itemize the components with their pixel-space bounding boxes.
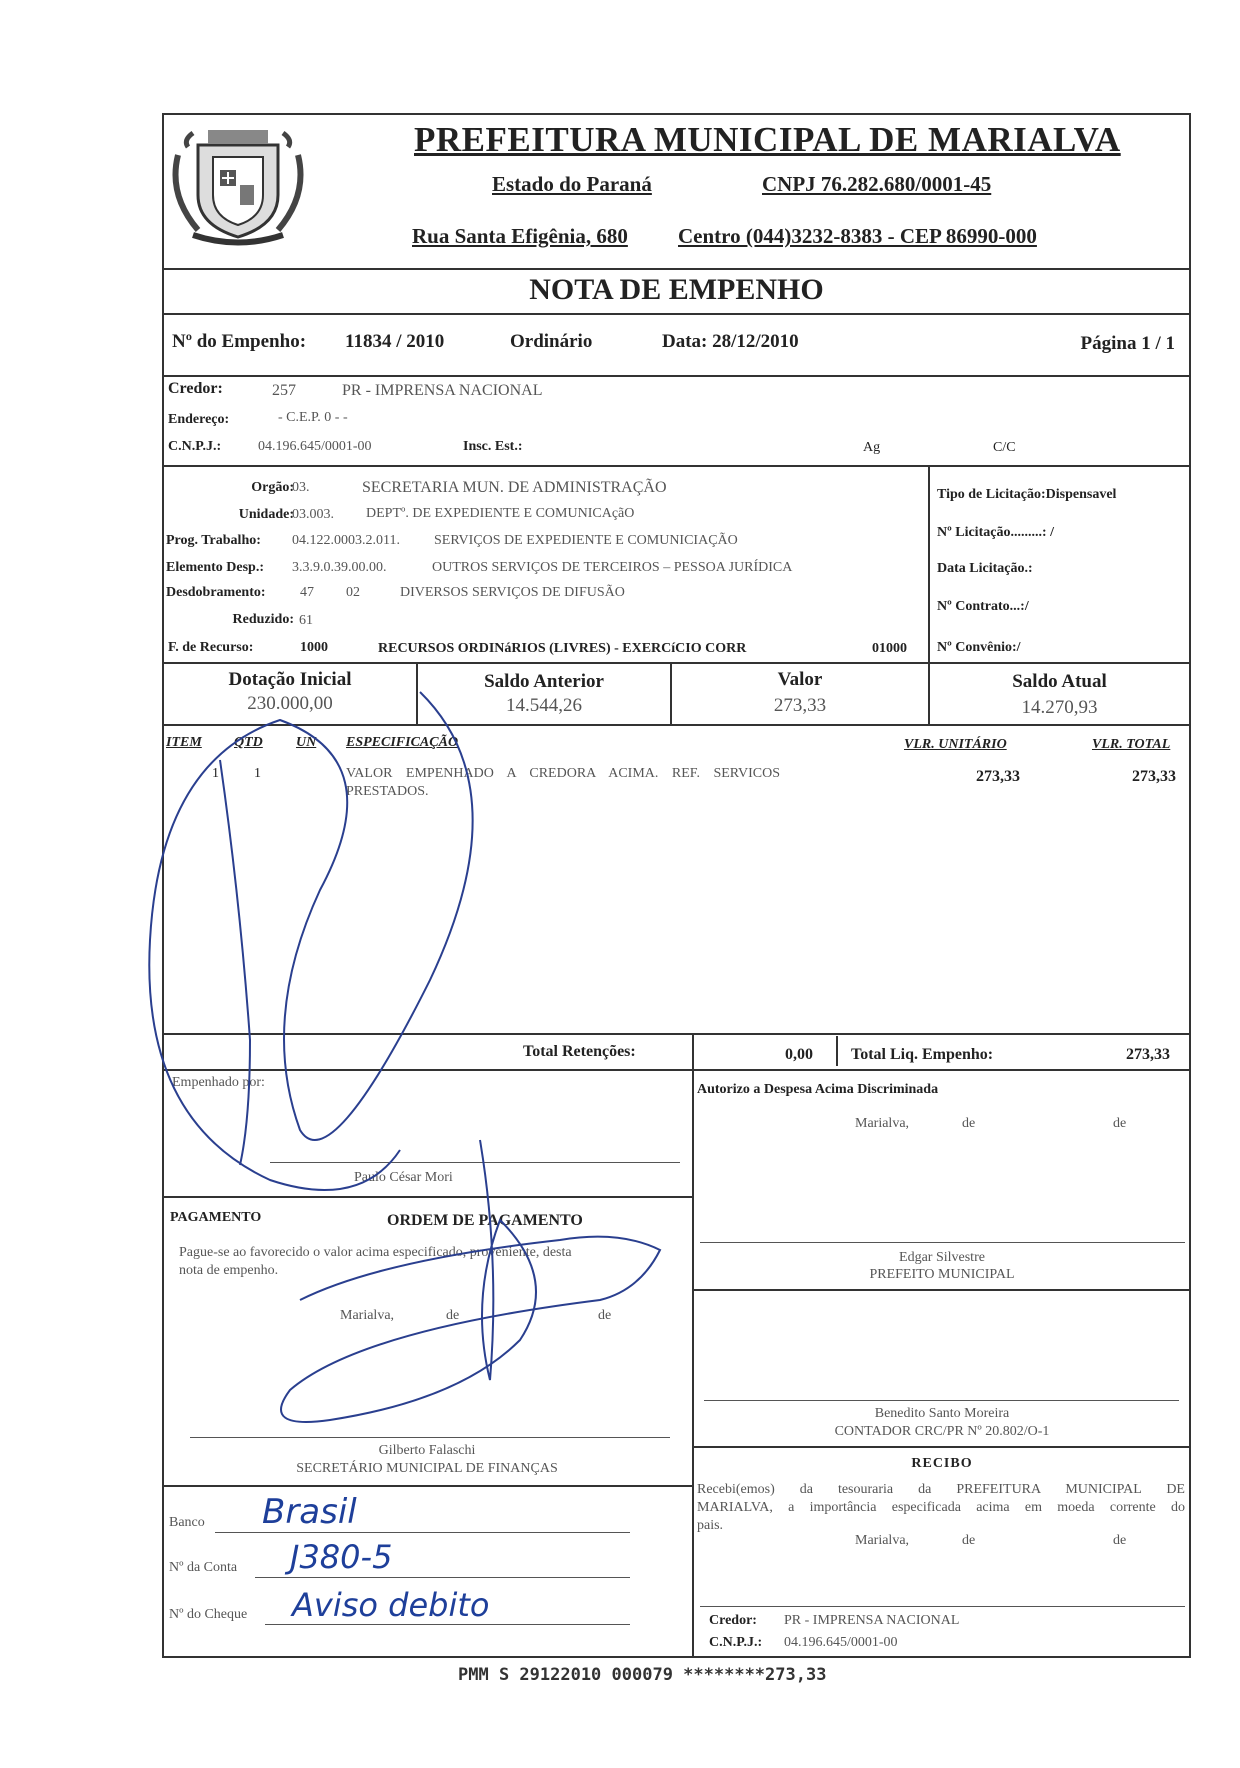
numero-licitacao: Nº Licitação.........: / — [937, 525, 1054, 540]
row-spec-line1: VALOR EMPENHADO A CREDORA ACIMA. REF. SERVICOS — [346, 766, 781, 781]
orgao-code: 03. — [292, 480, 310, 495]
recibo-cnpj-label: C.N.P.J.: — [709, 1635, 763, 1650]
recibo-place: Marialva, — [855, 1533, 910, 1548]
saldo-atual-value: 14.270,93 — [1021, 697, 1098, 718]
liq-empenho-value: 273,33 — [1126, 1046, 1170, 1063]
address-header: Rua Santa Efigênia, 680 — [412, 224, 628, 248]
elemento-name: OUTROS SERVIÇOS DE TERCEIROS – PESSOA JURÍDICA — [432, 560, 793, 575]
valor-label: Valor — [777, 669, 823, 690]
conta-label: Nº da Conta — [169, 1560, 238, 1575]
financas-signer: Gilberto Falaschi — [378, 1443, 476, 1458]
saldo-atual-label: Saldo Atual — [1012, 671, 1107, 692]
empenho-number-label: Nº do Empenho: — [172, 331, 307, 352]
credor-name: PR - IMPRENSA NACIONAL — [342, 382, 543, 399]
recurso-name: RECURSOS ORDINáRIOS (LIVRES) - EXERCíCIO CORR — [378, 641, 747, 656]
conta-value: J380-5 — [290, 1538, 393, 1576]
saldo-anterior-label: Saldo Anterior — [484, 671, 604, 692]
recibo-text-2: MARIALVA, a importância especificada acima em moeda corrente do — [697, 1500, 1185, 1515]
row-item: 1 — [212, 766, 219, 781]
empenho-date: Data: 28/12/2010 — [662, 331, 799, 352]
recibo-credor: PR - IMPRENSA NACIONAL — [784, 1613, 960, 1628]
reduzido-label: Reduzido: — [232, 612, 294, 627]
pagamento-de2: de — [598, 1308, 612, 1323]
recibo-title: RECIBO — [911, 1456, 973, 1471]
empenhado-label: Empenhado por: — [172, 1075, 265, 1090]
ordem-pagamento: ORDEM DE PAGAMENTO — [387, 1212, 583, 1229]
recibo-cnpj: 04.196.645/0001-00 — [784, 1635, 898, 1650]
contador-role: CONTADOR CRC/PR Nº 20.802/O-1 — [834, 1424, 1050, 1439]
pagamento-text-1: Pague-se ao favorecido o valor acima especificado, proveniente, desta — [179, 1245, 572, 1260]
desdobramento-label: Desdobramento: — [166, 585, 266, 600]
autorizo-place: Marialva, — [855, 1116, 910, 1131]
col-unit-value: VLR. UNITÁRIO — [904, 737, 1007, 752]
prefeito-role: PREFEITO MUNICIPAL — [869, 1267, 1015, 1282]
doc-title: NOTA DE EMPENHO — [529, 273, 824, 306]
liq-empenho-label: Total Liq. Empenho: — [851, 1046, 994, 1063]
row-spec-line2: PRESTADOS. — [346, 784, 429, 799]
dotacao-label: Dotação Inicial — [228, 669, 352, 690]
row-qtd: 1 — [254, 766, 261, 781]
autorizo-de2: de — [1113, 1116, 1127, 1131]
reduzido-code: 61 — [299, 613, 313, 628]
row-total-value: 273,33 — [1132, 768, 1176, 785]
tipo-licitacao: Tipo de Licitação:Dispensavel — [937, 487, 1117, 502]
row-unit-value: 273,33 — [976, 768, 1020, 785]
credor-cnpj: 04.196.645/0001-00 — [258, 439, 372, 454]
pagamento-label: PAGAMENTO — [170, 1210, 262, 1225]
col-qtd: QTD — [234, 735, 263, 750]
desdobramento-name: DIVERSOS SERVIÇOS DE DIFUSÃO — [400, 585, 625, 600]
address-label: Endereço: — [168, 412, 230, 427]
recibo-text-3: pais. — [697, 1518, 724, 1533]
financas-role: SECRETÁRIO MUNICIPAL DE FINANÇAS — [296, 1461, 558, 1476]
empenho-number: 11834 / 2010 — [345, 331, 445, 352]
numero-contrato: Nº Contrato...:/ — [937, 599, 1029, 614]
cnpj-label: C.N.P.J.: — [168, 439, 222, 454]
unidade-code: 03.003. — [292, 507, 334, 522]
pagamento-de1: de — [446, 1308, 460, 1323]
unidade-label: Unidade: — [238, 507, 294, 522]
recibo-de1: de — [962, 1533, 976, 1548]
insc-est-label: Insc. Est.: — [463, 439, 523, 454]
data-licitacao: Data Licitação.: — [937, 561, 1033, 576]
orgao-label: Orgão: — [251, 480, 294, 495]
elemento-label: Elemento Desp.: — [166, 560, 264, 575]
state-name: Estado do Paraná — [492, 172, 652, 196]
recurso-label: F. de Recurso: — [168, 640, 254, 655]
retencoes-value: 0,00 — [785, 1046, 813, 1063]
autorizo-title: Autorizo a Despesa Acima Discriminada — [697, 1082, 939, 1097]
credor-address: - C.E.P. 0 - - — [278, 410, 348, 425]
pagamento-place: Marialva, — [340, 1308, 395, 1323]
cheque-label: Nº do Cheque — [169, 1607, 248, 1622]
col-item: ITEM — [166, 735, 202, 750]
banco-label: Banco — [169, 1515, 205, 1530]
desdobramento-sub: 02 — [346, 585, 360, 600]
col-total-value: VLR. TOTAL — [1092, 737, 1171, 752]
elemento-code: 3.3.9.0.39.00.00. — [292, 560, 387, 575]
recibo-text-1: Recebi(emos) da tesouraria da PREFEITURA MUNICIPAL DE — [697, 1482, 1185, 1497]
numero-convenio: Nº Convênio:/ — [937, 640, 1021, 655]
credor-code: 257 — [272, 382, 296, 399]
footer-stamp: PMM S 29122010 000079 ********273,33 — [458, 1665, 827, 1685]
autorizo-de1: de — [962, 1116, 976, 1131]
banco-value: Brasil — [262, 1492, 357, 1532]
retencoes-label: Total Retenções: — [523, 1043, 636, 1060]
prog-name: SERVIÇOS DE EXPEDIENTE E COMUNICIAÇÃO — [434, 533, 738, 548]
cnpj-header: CNPJ 76.282.680/0001-45 — [762, 172, 992, 196]
page-number: Página 1 / 1 — [1080, 333, 1175, 354]
prefeitura-title: PREFEITURA MUNICIPAL DE MARIALVA — [414, 120, 1121, 159]
credor-label: Credor: — [168, 380, 223, 397]
account-label: C/C — [993, 440, 1016, 455]
contact-header: Centro (044)3232-8383 - CEP 86990-000 — [678, 224, 1037, 248]
cheque-value: Aviso debito — [292, 1586, 490, 1624]
desdobramento-code: 47 — [300, 585, 314, 600]
agency-label: Ag — [863, 440, 881, 455]
recibo-de2: de — [1113, 1533, 1127, 1548]
recurso-number: 01000 — [872, 641, 907, 656]
col-un: UN — [296, 735, 317, 750]
empenhado-signer: Paulo César Mori — [354, 1170, 453, 1185]
recibo-credor-label: Credor: — [709, 1613, 757, 1628]
prog-label: Prog. Trabalho: — [166, 533, 261, 548]
recurso-code: 1000 — [300, 640, 328, 655]
dotacao-value: 230.000,00 — [247, 693, 333, 714]
empenho-type: Ordinário — [510, 331, 593, 352]
prog-code: 04.122.0003.2.011. — [292, 533, 400, 548]
pagamento-text-2: nota de empenho. — [179, 1263, 279, 1278]
unidade-name: DEPTº. DE EXPEDIENTE E COMUNICAçãO — [366, 506, 635, 521]
saldo-anterior-value: 14.544,26 — [506, 695, 582, 716]
orgao-name: SECRETARIA MUN. DE ADMINISTRAÇÃO — [362, 479, 667, 496]
prefeito-signer: Edgar Silvestre — [899, 1250, 985, 1265]
valor-value: 273,33 — [773, 695, 827, 716]
col-spec: ESPECIFICAÇÃO — [346, 735, 459, 750]
contador-signer: Benedito Santo Moreira — [874, 1406, 1010, 1421]
